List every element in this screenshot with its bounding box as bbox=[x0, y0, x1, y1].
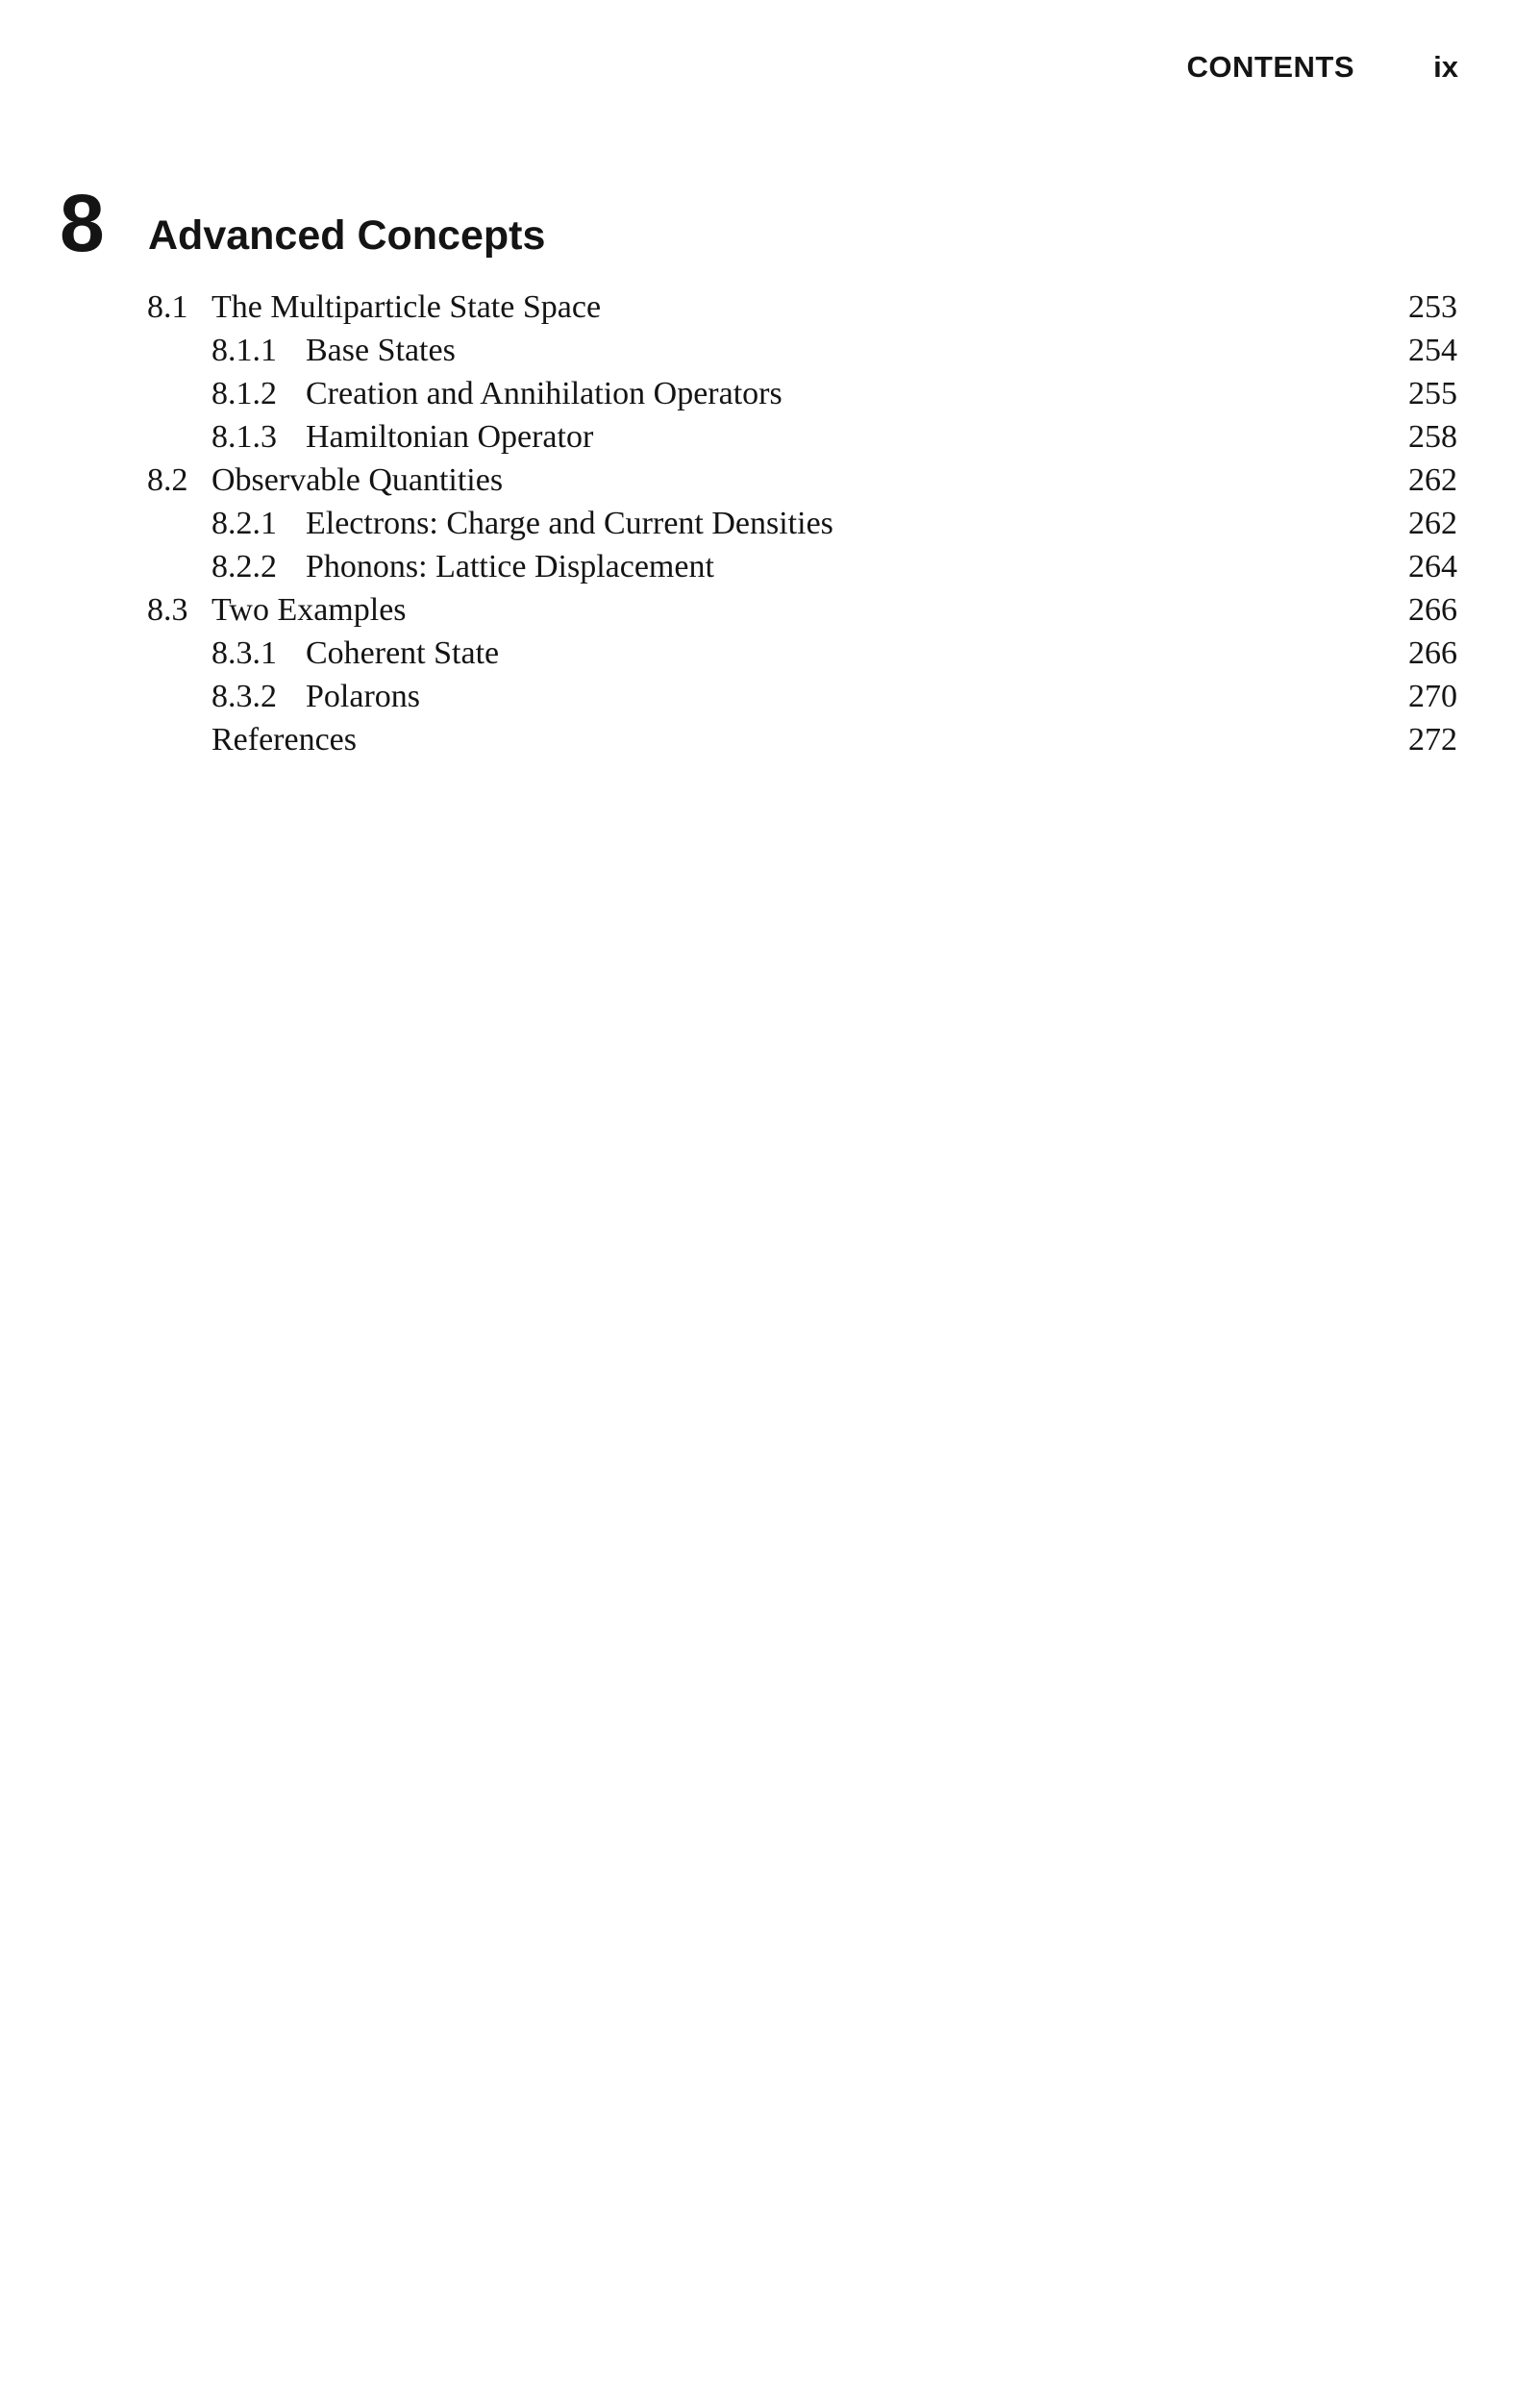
toc-entry-number: 8.3.1 bbox=[211, 635, 277, 671]
toc-entry-title: Coherent State bbox=[306, 635, 500, 671]
toc-entry[interactable] bbox=[0, 415, 1540, 459]
toc-entry-title: Phonons: Lattice Displacement bbox=[306, 549, 714, 584]
toc-entry-number: 8.2.1 bbox=[211, 506, 277, 541]
toc-entry[interactable] bbox=[0, 286, 1540, 329]
toc-entry[interactable] bbox=[0, 718, 1540, 761]
toc-entry-title: The Multiparticle State Space bbox=[211, 289, 602, 325]
toc-entry-page: 270 bbox=[1408, 679, 1457, 714]
toc-entry[interactable] bbox=[0, 459, 1540, 502]
toc-entry-number: 8.2 bbox=[147, 462, 188, 498]
running-head-section: CONTENTS bbox=[1186, 50, 1354, 84]
toc-entry-title: Base States bbox=[306, 333, 456, 368]
toc-entry-number: 8.1 bbox=[147, 289, 188, 325]
toc-entry[interactable] bbox=[0, 632, 1540, 675]
running-head bbox=[0, 50, 1540, 88]
table-of-contents bbox=[0, 286, 1540, 761]
toc-entry[interactable] bbox=[0, 545, 1540, 588]
toc-entry-title: Observable Quantities bbox=[211, 462, 504, 498]
toc-entry-page: 262 bbox=[1408, 462, 1457, 498]
page-number: ix bbox=[1433, 50, 1458, 84]
toc-entry[interactable] bbox=[0, 675, 1540, 718]
toc-entry-title: Electrons: Charge and Current Densities bbox=[306, 506, 833, 541]
toc-entry[interactable] bbox=[0, 588, 1540, 632]
toc-entry[interactable] bbox=[0, 502, 1540, 545]
toc-entry-number: 8.1.3 bbox=[211, 419, 277, 455]
toc-entry[interactable] bbox=[0, 329, 1540, 372]
toc-entry-title: Creation and Annihilation Operators bbox=[306, 376, 782, 411]
toc-entry-page: 258 bbox=[1408, 419, 1457, 455]
toc-entry-number: 8.3.2 bbox=[211, 679, 277, 714]
toc-entry-title: Hamiltonian Operator bbox=[306, 419, 594, 455]
toc-entry-page: 253 bbox=[1408, 289, 1457, 325]
toc-entry-number: 8.2.2 bbox=[211, 549, 277, 584]
toc-entry-number: 8.3 bbox=[147, 592, 188, 628]
toc-entry-page: 255 bbox=[1408, 376, 1457, 411]
toc-entry-title: References bbox=[211, 722, 358, 758]
toc-entry-page: 262 bbox=[1408, 506, 1457, 541]
toc-entry-page: 266 bbox=[1408, 635, 1457, 671]
chapter-number: 8 bbox=[60, 178, 105, 268]
toc-entry-title: Polarons bbox=[306, 679, 420, 714]
toc-entry-page: 264 bbox=[1408, 549, 1457, 584]
toc-entry-page: 272 bbox=[1408, 722, 1457, 758]
toc-entry-number: 8.1.2 bbox=[211, 376, 277, 411]
toc-entry[interactable] bbox=[0, 372, 1540, 415]
toc-entry-number: 8.1.1 bbox=[211, 333, 277, 368]
toc-entry-title: Two Examples bbox=[211, 592, 407, 628]
toc-entry-page: 254 bbox=[1408, 333, 1457, 368]
chapter-title: Advanced Concepts bbox=[148, 212, 546, 259]
toc-entry-page: 266 bbox=[1408, 592, 1457, 628]
